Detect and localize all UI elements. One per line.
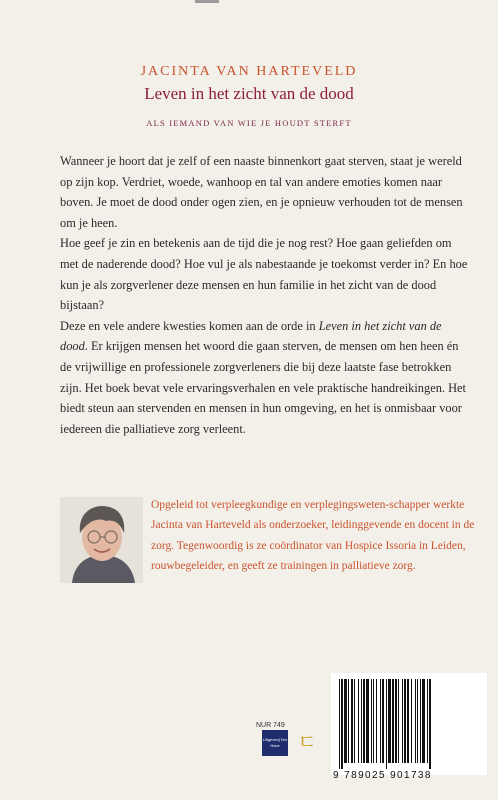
barcode-bar [411, 679, 412, 763]
publisher-mark-icon: ㄷ [297, 732, 317, 754]
author-photo-illustration [60, 497, 143, 583]
barcode-bar [388, 679, 391, 763]
blurb-paragraph-2: Hoe geef je zin en betekenis aan de tijd die je nog rest? Hoe gaan geliefden om met de naderende dood? Hoe vul je als nabestaande je toekomst verder in? En hoe kun je als zorgverlener deze mensen en hun familie in het zicht van de dood bijstaan? [60, 236, 468, 313]
barcode-bar [429, 679, 431, 769]
barcode-bar [344, 679, 347, 763]
barcode-bar [382, 679, 384, 763]
barcode-bar [358, 679, 359, 763]
barcode-bar [386, 679, 387, 769]
barcode-bar [417, 679, 418, 763]
barcode-number: 9 789025 901738 [333, 770, 432, 781]
publisher-logo [262, 730, 288, 756]
barcode-bar [371, 679, 372, 763]
barcode-bar [415, 679, 416, 763]
barcode-bar [407, 679, 409, 763]
author-bio: Opgeleid tot verpleegkundige en verplegingsweten-schapper werkte Jacinta van Harteveld als onderzoeker, leidinggevende en docent in de zorg. Tegenwoordig is ze coördinator van Hospice Issoria in Leiden, rouwbegeleider, en geeft ze trainingen in palliatieve zorg. [151, 499, 475, 573]
barcode-bar [341, 679, 343, 769]
blurb-p3-title: Leven in het zicht van de dood [60, 318, 442, 354]
barcode [331, 673, 487, 775]
barcode-bar [366, 679, 369, 763]
blurb-paragraph-1: Wanneer je hoort dat je zelf of een naaste binnenkort gaat sterven, staat je wereld op zijn kop. Verdriet, woede, wanhoop en tal van andere emoties komen naar boven. Je moet de dood onder ogen zien, en je opnieuw verhouden tot de mensen om je heen. [60, 154, 463, 230]
author-photo [60, 497, 143, 583]
blurb-p3-start: Deze en vele andere kwesties komen aan de orde in [60, 318, 319, 333]
barcode-bar [376, 679, 377, 763]
barcode-bar [395, 679, 397, 763]
top-mark [195, 0, 219, 3]
barcode-bars [331, 673, 487, 769]
book-title: Leven in het zicht van de dood [144, 84, 354, 103]
barcode-bar [351, 679, 353, 763]
book-subtitle: ALS IEMAND VAN WIE JE HOUDT STERFT [146, 118, 352, 128]
barcode-bar [339, 679, 340, 769]
nur-code: NUR 749 [256, 722, 285, 729]
barcode-bar [363, 679, 365, 763]
barcode-bar [373, 679, 374, 763]
barcode-bar [392, 679, 394, 763]
author-name: JACINTA VAN HARTEVELD [140, 64, 358, 79]
barcode-bar [422, 679, 425, 763]
barcode-bar [420, 679, 421, 763]
publisher-logo-text: Uitgeverij Ten Have [262, 737, 288, 748]
blurb [60, 151, 470, 439]
barcode-bar [354, 679, 355, 763]
barcode-bar [404, 679, 406, 763]
barcode-bar [402, 679, 403, 763]
blurb-p3-end: . Er krijgen mensen het woord die gaan sterven, de mensen om hen heen én de vrijwillige en professionele zorgverleners die bij deze laatste fase betrokken zijn. Het boek bevat vele ervaringsverhalen en vele praktische handreikingen. Het biedt steun aan stervenden en mensen in hun omgeving, en het is onmisbaar voor iedereen die palliatieve zorg verleent. [60, 339, 466, 436]
barcode-bar [427, 679, 428, 763]
barcode-bar [361, 679, 362, 763]
barcode-bar [398, 679, 399, 763]
barcode-bar [380, 679, 381, 763]
barcode-bar [348, 679, 349, 763]
blurb-paragraph-3 [60, 316, 470, 440]
